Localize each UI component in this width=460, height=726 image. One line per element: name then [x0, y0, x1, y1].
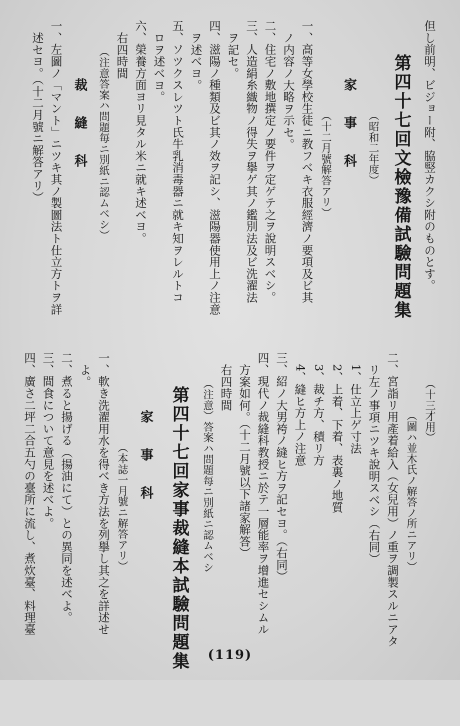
question-line: 二、宮詣リ用產着給入（女兒用）ノ重ヲ調製スルニアタ — [386, 352, 400, 647]
question-line: 四、現代ノ裁縫科教授ニ於テ一層能率ヲ增進セシムル — [256, 352, 271, 636]
time-limit: 右四時間 — [219, 364, 234, 412]
main-exam-title: 第四十七回家事裁縫本試驗問題集 — [168, 386, 189, 671]
question-line: 2、上着、下着、表裏ノ地質 — [330, 364, 345, 514]
question-line: 六、榮養方面ヨリ見タル米ニ就キ述ベヨ。 — [134, 20, 148, 245]
question-line: 三、人造絹糸織物ノ得失ヲ擧ゲ其ノ鑑別法及ビ洗濯法 — [245, 20, 259, 304]
answer-note: （注意）答案ハ問題每ニ別紙ニ認ムベシ — [202, 378, 214, 573]
question-line: 四、廣さ二坪二合五勺の臺所に流し、煮炊臺、料理臺 — [23, 352, 37, 636]
intro-note: 但し前明、ビジョー附、脇竪カクシ附のものとす。 — [423, 20, 437, 292]
kaji-heading: 家 事 科 — [341, 78, 356, 173]
question-line: ヲ述ベヨ。 — [189, 32, 204, 91]
question-line: 方案如何。（十二月號以下諸家解答） — [238, 364, 252, 559]
prelim-exam-title: 第四十七回文檢豫備試驗問題集 — [390, 54, 411, 320]
question-line: 述セヨ。（十二月號ニ解答アリ） — [31, 32, 45, 204]
question-line: 3、裁チ方、積リ方 — [312, 364, 326, 467]
question-line: 二、住宅ノ敷地撰定ノ要件ヲ定ゲテ之ヲ說明スベシ。 — [263, 20, 278, 304]
continued-note: （十三才用） — [424, 378, 436, 443]
question-line: 二、煮ると揚げる（揚油にて）との異同を述べよ。 — [60, 352, 74, 624]
question-line: 四、滋陽ノ種類及ビ其ノ效ヲ記シ、滋陽器使用上ノ注意 — [208, 20, 222, 315]
question-line: よ。 — [78, 364, 93, 388]
question-line: 一、左圖ノ「マント」ニツキ其ノ製圖法ト仕立方トヲ詳 — [49, 20, 64, 315]
kaji-note: （本誌一月號ニ解答アリ） — [116, 442, 129, 572]
continued-note: （圖ハ並木氏ノ解答ノ所ニアリ） — [405, 410, 418, 572]
saiho-heading: 裁 縫 科 — [71, 78, 87, 173]
kaji-note: （十二月號解答アリ） — [320, 110, 332, 218]
question-line: 一、軟き洗濯用水を得べき方法を列擧し其之を詳述せ — [97, 352, 111, 636]
page-number: (119) — [207, 648, 253, 663]
question-line: ロヲ述ベヨ。 — [152, 32, 167, 103]
question-line: 1、仕立上ゲ寸法 — [349, 364, 363, 455]
top-section — [22, 20, 438, 342]
question-line: 五、ソツクスレツト氏牛乳消毒器ニ就キ知ヲレルトコ — [171, 20, 185, 304]
time-limit: 右四時間 — [115, 32, 130, 80]
prelim-exam-year: （昭和二年度） — [367, 110, 380, 186]
question-line: 一、高等女學校生徒ニ教フベキ衣服經濟ノ要項及ビ其 — [300, 20, 315, 304]
kaji-heading: 家 事 科 — [137, 410, 153, 505]
question-line: 4、縫ヒ方上ノ注意 — [293, 364, 308, 467]
question-line: 三、紹ノ大男袴ノ縫ヒ方ヲ記セヨ。（右同） — [275, 352, 289, 583]
question-line: 三、間食について意見を述べよ。 — [41, 352, 56, 529]
question-line: ヲ記セ。 — [226, 32, 241, 80]
question-line: リ左ノ事項ニツキ說明スベシ（右同） — [367, 364, 382, 565]
answer-note: （注意答案ハ問題毎ニ別紙ニ認ムベシ） — [98, 46, 110, 241]
question-line: ノ内容ノ大略ヲ示セ。 — [282, 32, 296, 150]
